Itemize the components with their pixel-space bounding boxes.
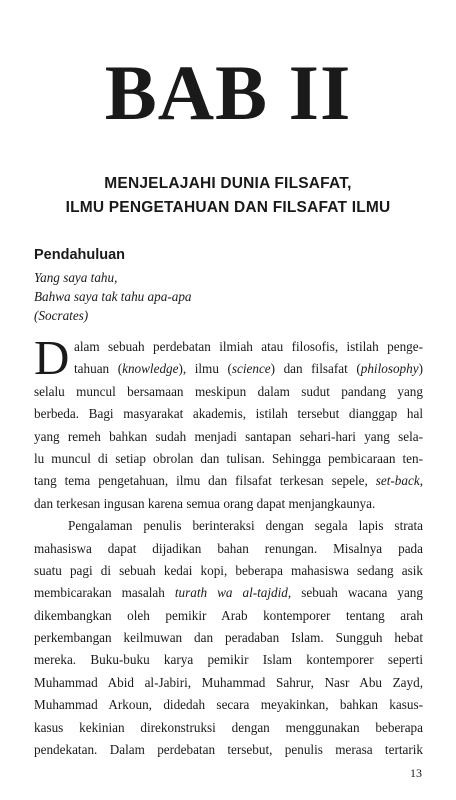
paragraph-line: perkembangan keilmuwan dan peradaban Islam. Sungguh hebat bbox=[34, 630, 423, 646]
epigraph-attribution: (Socrates) bbox=[34, 308, 89, 323]
paragraph-line: alam sebuah perdebatan ilmiah atau filosofis, istilah penge- bbox=[74, 339, 423, 354]
paragraph-line: Pengalaman penulis berinteraksi dengan segala lapis strata bbox=[68, 518, 423, 534]
paragraph-line: pendekatan. Dalam perdebatan tersebut, penulis merasa tertarik bbox=[34, 742, 423, 758]
paragraph-line: Muhammad Abid al-Jabiri, Muhammad Sahrur, Nasr Abu Zayd, bbox=[34, 674, 423, 690]
paragraph-line: selalu muncul bersamaan meskipun dalam sudut pandang yang bbox=[34, 383, 423, 399]
paragraph-line: mahasiswa dapat dijadikan bahan renungan. Misalnya pada bbox=[34, 540, 423, 556]
paragraph-line: dan terkesan ingusan karena semua orang dapat menjangkaunya. bbox=[34, 495, 376, 511]
chapter-title-line: MENJELAJAHI DUNIA FILSAFAT, bbox=[104, 175, 352, 192]
paragraph-line: Muhammad Arkoun, didedah secara meyakinkan, bahkan kasus- bbox=[34, 697, 423, 713]
paragraph-line: suatu pagi di sebuah kedai kopi, beberapa mahasiswa sedang asik bbox=[34, 562, 423, 578]
paragraph-line: tahuan (knowledge), ilmu (science) dan filsafat (philosophy) bbox=[74, 361, 424, 377]
epigraph-line: Bahwa saya tak tahu apa-apa bbox=[34, 289, 192, 304]
epigraph-line: Yang saya tahu, bbox=[34, 270, 118, 285]
chapter-number: BAB II bbox=[104, 49, 352, 136]
chapter-title bbox=[0, 172, 456, 220]
paragraph-line: dikembangkan oleh pemikir Arab kontemporer tentang arah bbox=[34, 607, 423, 623]
epigraph bbox=[34, 268, 192, 325]
paragraph-line: mereka. Buku-buku karya pemikir Islam kontemporer seperti bbox=[34, 652, 423, 668]
paragraph-line: membicarakan masalah turath wa al-tajdid, sebuah wacana yang bbox=[34, 585, 423, 601]
page-number: 13 bbox=[410, 766, 422, 780]
paragraph-line: tang tema pengetahuan, ilmu dan filsafat terkesan sepele, set-back, bbox=[34, 473, 423, 489]
chapter-title-line: ILMU PENGETAHUAN DAN FILSAFAT ILMU bbox=[65, 199, 391, 216]
paragraph-line: lu muncul di setiap obrolan dan tulisan. Sehingga pembicaraan ten- bbox=[34, 450, 423, 466]
section-heading: Pendahuluan bbox=[34, 247, 126, 263]
body-text bbox=[34, 330, 424, 761]
paragraph-line: berbeda. Bagi masyarakat akademis, istilah tersebut dianggap hal bbox=[34, 406, 423, 422]
drop-cap: D bbox=[34, 330, 70, 385]
paragraph-line: kasus kekinian direkonstruksi dengan menggunakan beberapa bbox=[34, 719, 423, 735]
paragraph-line: yang remeh bahkan sudah menjadi santapan sehari-hari yang sela- bbox=[34, 428, 423, 444]
